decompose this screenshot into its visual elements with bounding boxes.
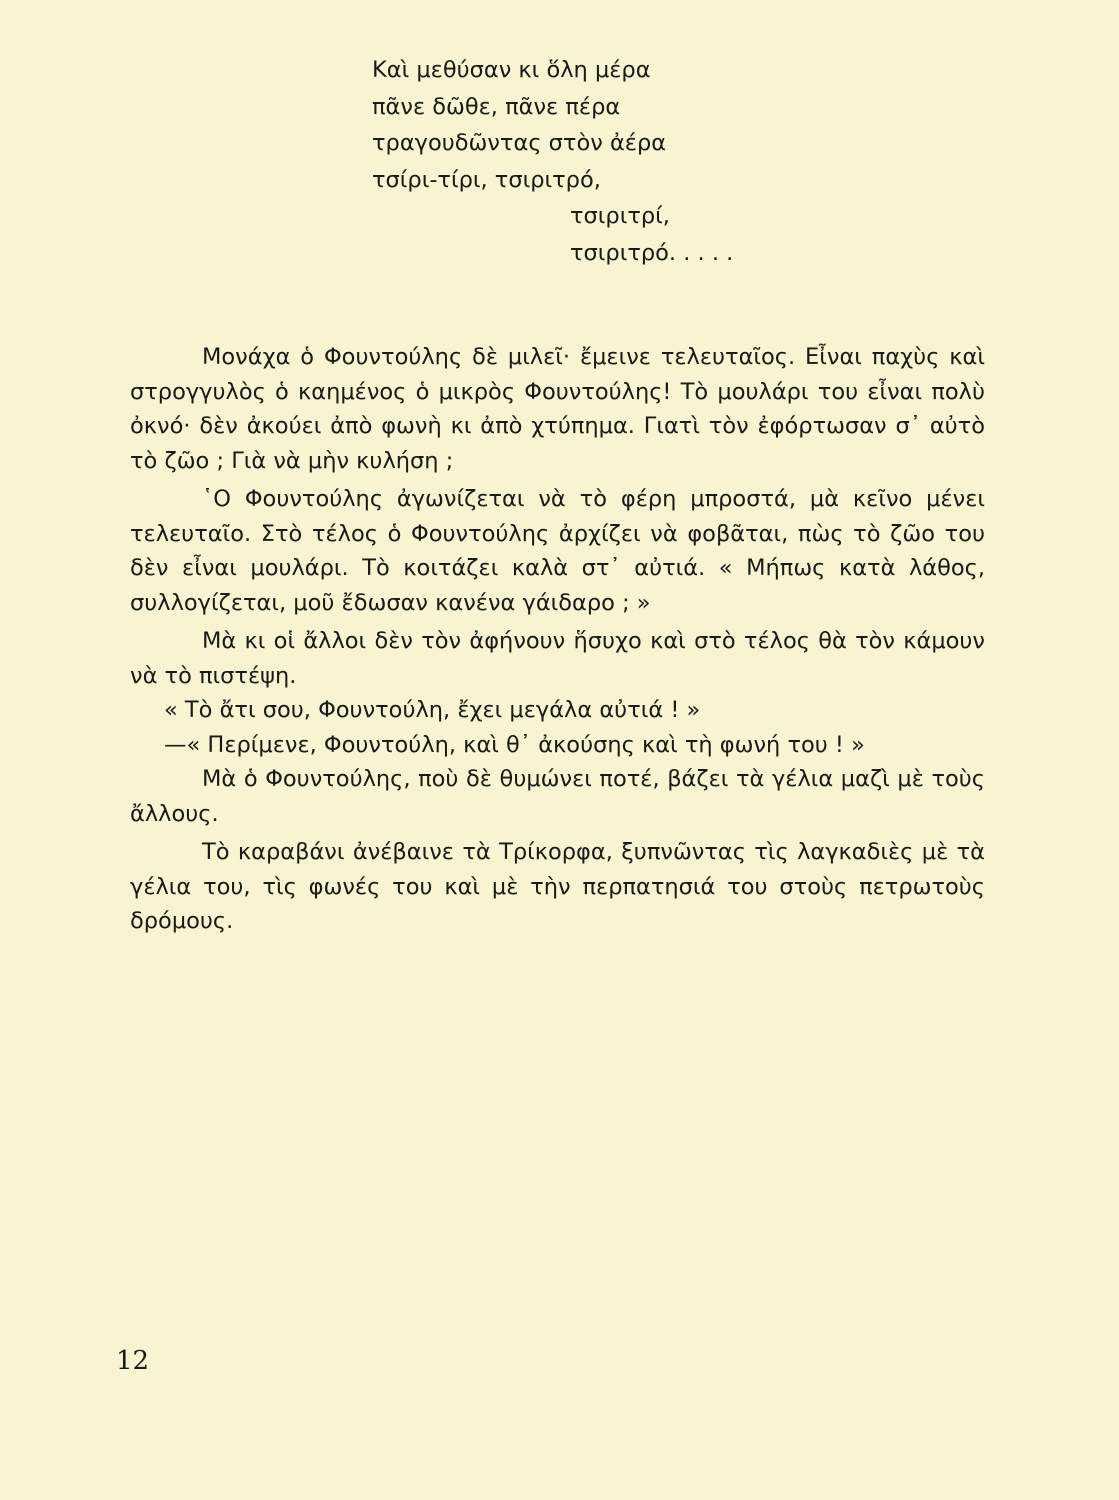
- paragraph: Μὰ ὁ Φουντούλης, ποὺ δὲ θυμώνει ποτέ, βάζει τὰ γέλια μαζὶ μὲ τοὺς ἄλλους.: [130, 766, 985, 827]
- paragraph: Μὰ κι οἱ ἄλλοι δὲν τὸν ἀφήνουν ἥσυχο καὶ στὸ τέλος θὰ τὸν κάμουν νὰ τὸ πιστέψη.: [130, 628, 985, 689]
- verse-line: τσιριτρό. . . . .: [570, 239, 734, 266]
- paragraph: ῾Ο Φουντούλης ἀγωνίζεται νὰ τὸ φέρη μπροστά, μὰ κεῖνο μένει τελευταῖο. Στὸ τέλος ὁ Φουντούλης ἀρχίζει νὰ φοβᾶται, πὼς τὸ ζῶο του δὲν εἶναι μουλάρι. Τὸ κοιτάζει καλὰ στ᾽ αὐτιά. « Μήπως κατὰ λάθος, συλλογίζεται, μοῦ ἔδωσαν κανένα γάιδαρο ; »: [130, 486, 985, 616]
- paragraph: Τὸ καραβάνι ἀνέβαινε τὰ Τρίκορφα, ξυπνῶντας τὶς λαγκαδιὲς μὲ τὰ γέλια του, τὶς φωνές του καὶ μὲ τὴν περπατησιά του στοὺς πετρωτοὺς δρόμους.: [130, 839, 985, 934]
- verse-line: τραγουδῶντας στὸν ἀέρα: [372, 130, 667, 156]
- prose-body: [130, 340, 985, 939]
- verse-line: πᾶνε δῶθε, πᾶνε πέρα: [372, 93, 621, 120]
- paragraph: Μονάχα ὁ Φουντούλης δὲ μιλεῖ· ἔμεινε τελευταῖος. Εἶναι παχὺς καὶ στρογγυλὸς ὁ καημένος ὁ μικρὸς Φουντούλης! Τὸ μουλάρι του εἶναι πολὺ ὀκνό· δὲν ἀκούει ἀπὸ φωνὴ κι ἀπὸ χτύπημα. Γιατὶ τὸν ἐφόρτωσαν σ᾽ αὐτὸ τὸ ζῶο ; Γιὰ νὰ μὴν κυλήση ;: [130, 344, 985, 474]
- verse-stanza: [372, 52, 832, 271]
- dialogue-line: —« Περίμενε, Φουντούλη, καὶ θ᾽ ἀκούσης καὶ τὴ φωνή του ! »: [164, 731, 865, 758]
- verse-line: Καὶ μεθύσαν κι ὅλη μέρα: [372, 57, 651, 83]
- verse-line: τσίρι-τίρι, τσιριτρό,: [372, 166, 601, 193]
- page-number: 12: [116, 1346, 150, 1376]
- verse-line: τσιριτρί,: [570, 203, 670, 229]
- dialogue-line: « Τὸ ἄτι σου, Φουντούλη, ἔχει μεγάλα αὐτιά ! »: [164, 697, 701, 723]
